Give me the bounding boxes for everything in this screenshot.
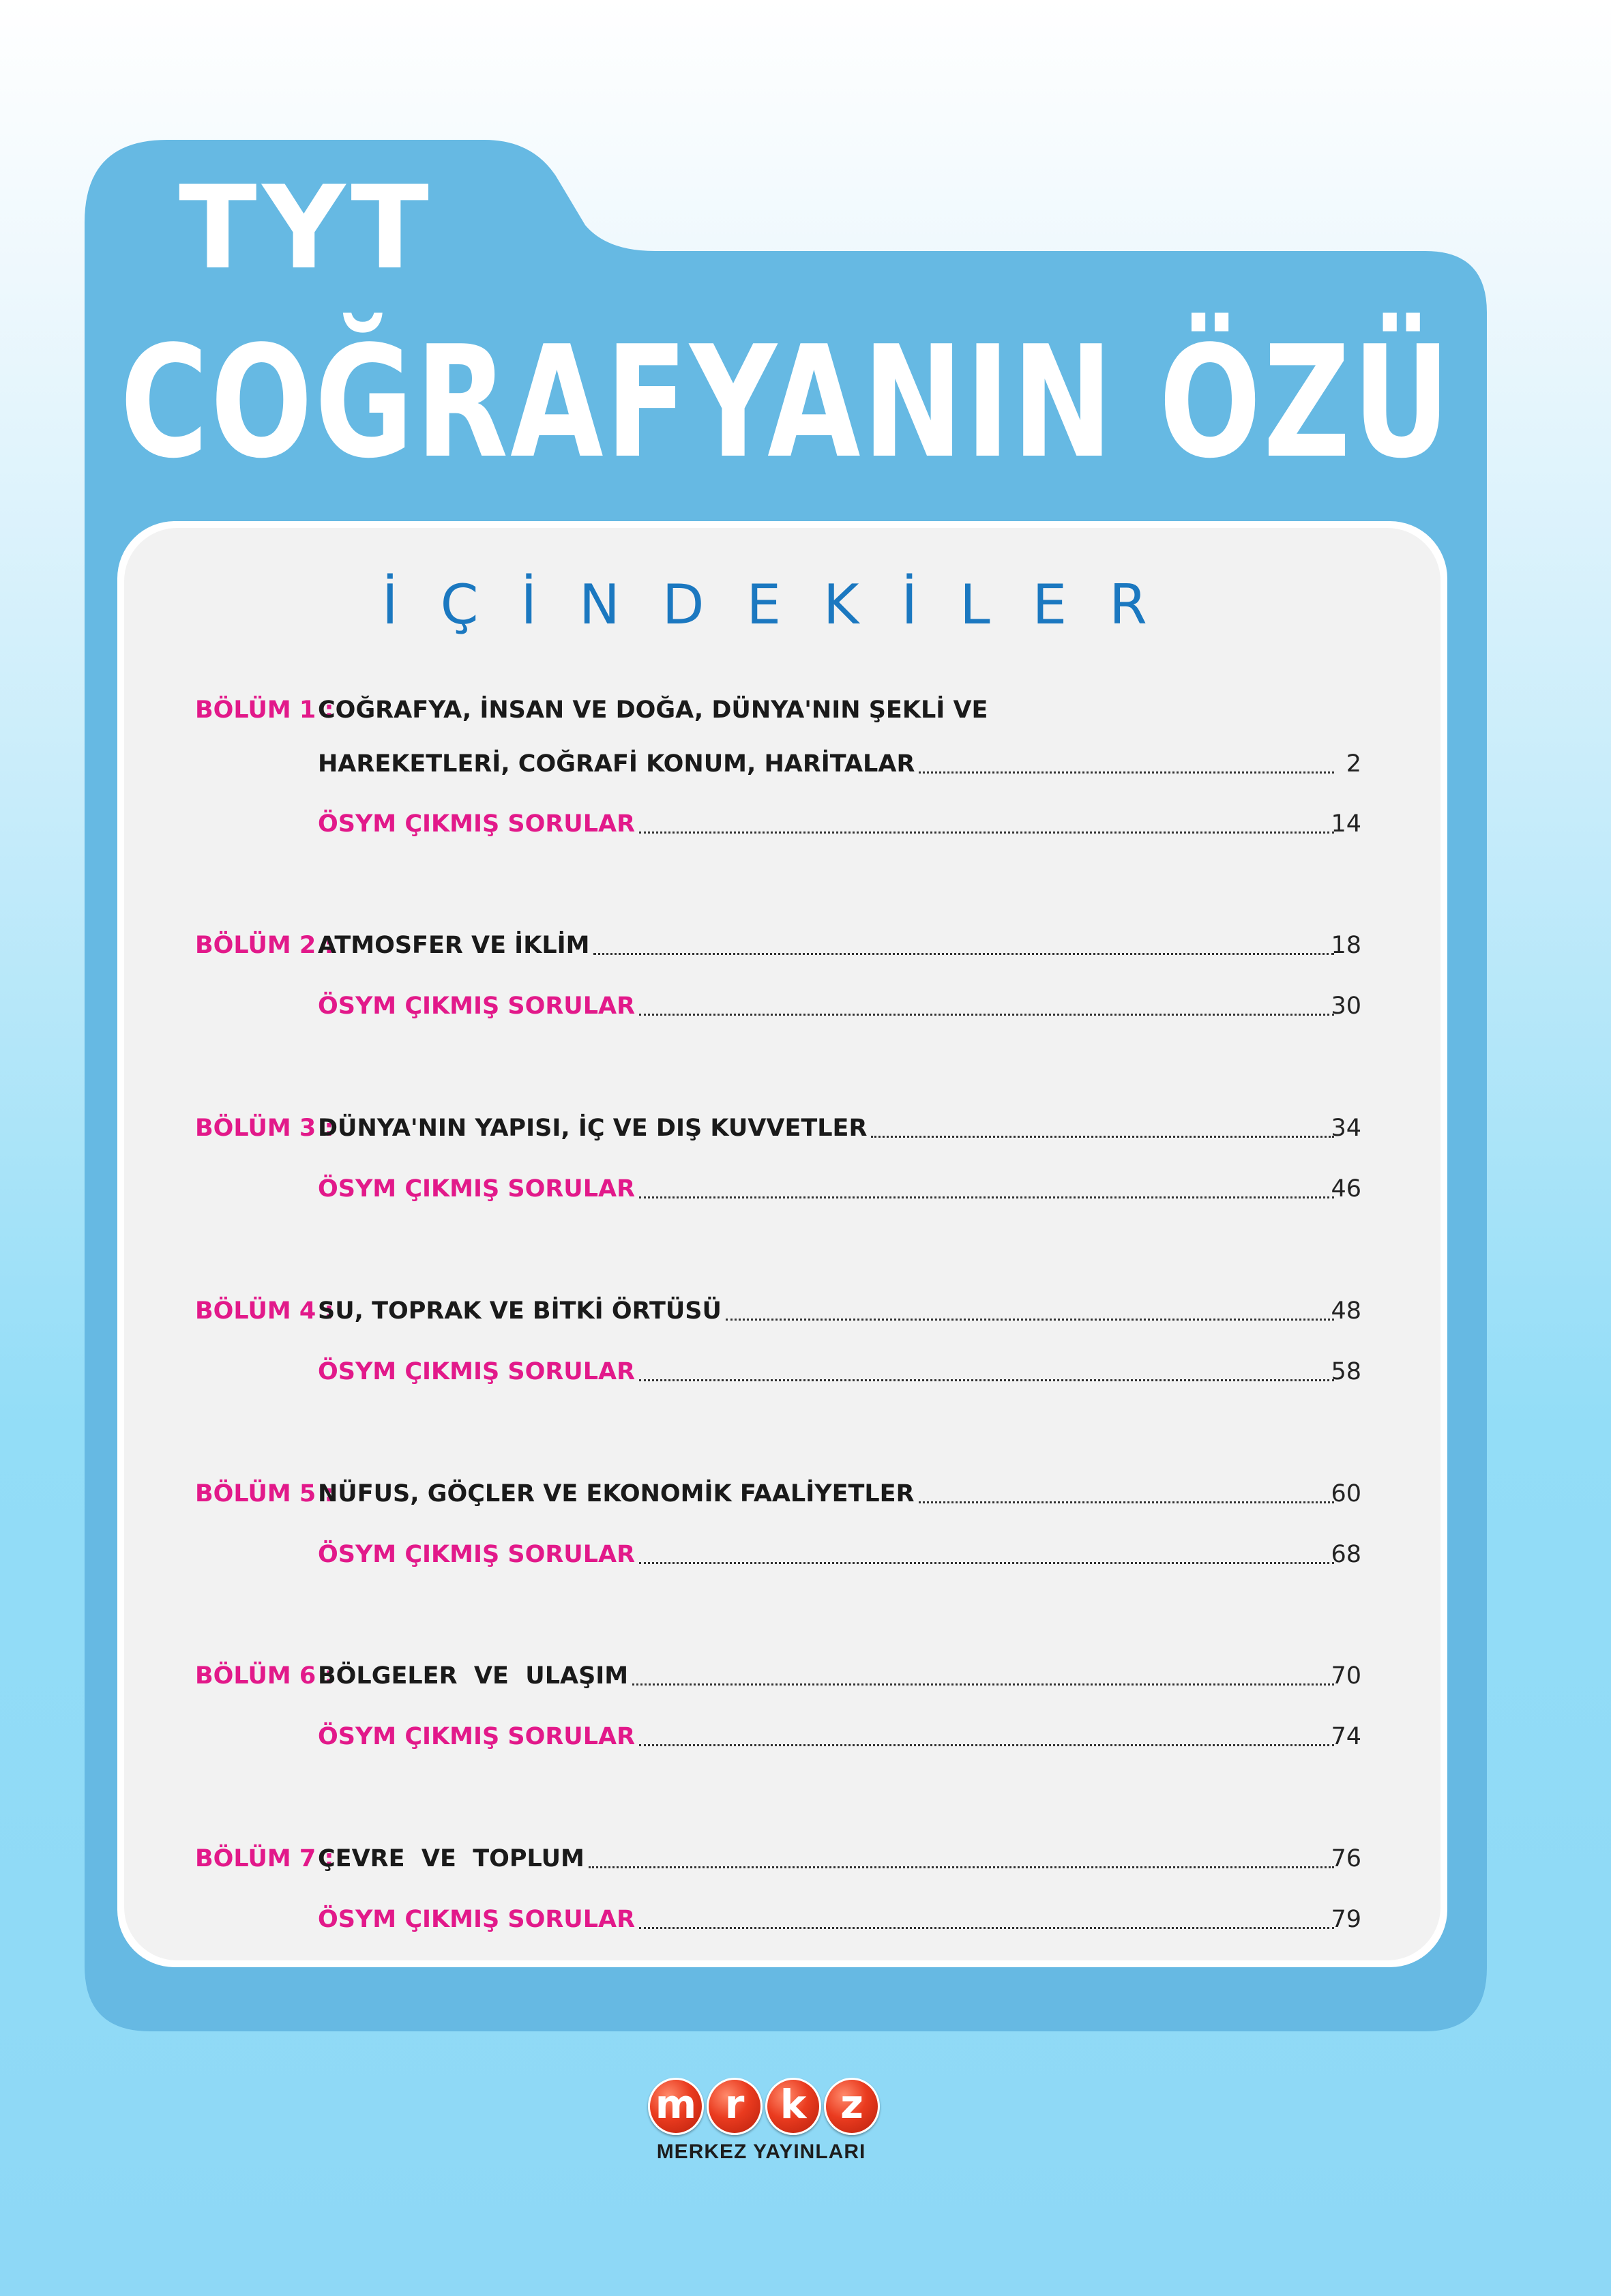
logo-letter-z: z bbox=[824, 2078, 880, 2135]
leader-dots bbox=[919, 752, 1334, 774]
leader-dots bbox=[639, 1360, 1334, 1381]
publisher-name: MERKEZ YAYINLARI bbox=[656, 2140, 866, 2163]
section-title-line1: COĞRAFYA, İNSAN VE DOĞA, DÜNYA'NIN ŞEKLİ VE bbox=[318, 696, 988, 724]
leader-dots bbox=[871, 1117, 1334, 1138]
toc-entry-5[interactable] bbox=[195, 1473, 1361, 1514]
toc-heading: İÇİNDEKİLER bbox=[382, 573, 1189, 636]
toc-entry-7[interactable] bbox=[195, 1838, 1361, 1879]
section-title: NÜFUS, GÖÇLER VE EKONOMİK FAALİYETLER bbox=[318, 1480, 915, 1507]
toc-exam-6[interactable] bbox=[195, 1716, 1361, 1757]
page-number: 60 bbox=[1331, 1480, 1361, 1507]
page-number: 79 bbox=[1331, 1906, 1361, 1933]
leader-dots bbox=[726, 1299, 1334, 1321]
toc-entry-4[interactable] bbox=[195, 1291, 1361, 1331]
logo-letter-k: k bbox=[765, 2078, 821, 2135]
exam-questions-label: ÖSYM ÇIKMIŞ SORULAR bbox=[318, 992, 636, 1020]
page-number: 76 bbox=[1331, 1845, 1361, 1872]
leader-dots bbox=[919, 1482, 1334, 1503]
logo-letter-r: r bbox=[707, 2078, 763, 2135]
section-label: BÖLÜM 4 : bbox=[195, 1297, 334, 1325]
section-title: BÖLGELER VE ULAŞIM bbox=[318, 1662, 629, 1690]
book-title: COĞRAFYANIN ÖZÜ bbox=[120, 313, 1453, 492]
toc-exam-4[interactable] bbox=[195, 1351, 1361, 1392]
leader-dots bbox=[639, 995, 1334, 1016]
toc-exam-3[interactable] bbox=[195, 1168, 1361, 1209]
leader-dots bbox=[593, 934, 1334, 955]
page-number: 68 bbox=[1331, 1541, 1361, 1568]
section-label: BÖLÜM 3 : bbox=[195, 1115, 334, 1142]
toc-exam-7[interactable] bbox=[195, 1899, 1361, 1940]
toc-entry-1[interactable] bbox=[195, 690, 1361, 731]
section-label: BÖLÜM 1 : bbox=[195, 696, 334, 724]
toc-exam-5[interactable] bbox=[195, 1534, 1361, 1575]
toc-exam-1[interactable] bbox=[195, 804, 1361, 844]
leader-dots bbox=[589, 1847, 1334, 1868]
page-number: 2 bbox=[1346, 750, 1361, 778]
page-number: 30 bbox=[1331, 992, 1361, 1020]
page-number: 74 bbox=[1331, 1723, 1361, 1750]
leader-dots bbox=[639, 1177, 1334, 1198]
leader-dots bbox=[639, 812, 1334, 834]
exam-questions-label: ÖSYM ÇIKMIŞ SORULAR bbox=[318, 1906, 636, 1933]
page-number: 34 bbox=[1331, 1115, 1361, 1142]
page-number: 58 bbox=[1331, 1358, 1361, 1385]
publisher-logo bbox=[648, 2078, 880, 2166]
section-title: ATMOSFER VE İKLİM bbox=[318, 932, 590, 959]
section-label: BÖLÜM 6 : bbox=[195, 1662, 334, 1690]
section-label: BÖLÜM 5 : bbox=[195, 1480, 334, 1507]
section-label: BÖLÜM 7 : bbox=[195, 1845, 334, 1872]
section-label: BÖLÜM 2 : bbox=[195, 932, 334, 959]
leader-dots bbox=[639, 1543, 1334, 1564]
exam-questions-label: ÖSYM ÇIKMIŞ SORULAR bbox=[318, 1541, 636, 1568]
exam-questions-label: ÖSYM ÇIKMIŞ SORULAR bbox=[318, 1358, 636, 1385]
toc-entry-2[interactable] bbox=[195, 925, 1361, 966]
logo-letter-m: m bbox=[648, 2078, 704, 2135]
exam-questions-label: ÖSYM ÇIKMIŞ SORULAR bbox=[318, 1175, 636, 1203]
leader-dots bbox=[639, 1725, 1334, 1746]
section-title-line2: HAREKETLERİ, COĞRAFİ KONUM, HARİTALAR bbox=[318, 750, 915, 778]
toc-entry-1-cont[interactable] bbox=[195, 744, 1361, 784]
leader-dots bbox=[632, 1664, 1334, 1686]
section-title: DÜNYA'NIN YAPISI, İÇ VE DIŞ KUVVETLER bbox=[318, 1115, 868, 1142]
exam-questions-label: ÖSYM ÇIKMIŞ SORULAR bbox=[318, 1723, 636, 1750]
exam-questions-label: ÖSYM ÇIKMIŞ SORULAR bbox=[318, 810, 636, 838]
page-number: 18 bbox=[1331, 932, 1361, 959]
section-title: ÇEVRE VE TOPLUM bbox=[318, 1845, 585, 1872]
page-number: 46 bbox=[1331, 1175, 1361, 1203]
leader-dots bbox=[639, 1908, 1334, 1929]
toc-entry-6[interactable] bbox=[195, 1655, 1361, 1696]
toc-exam-2[interactable] bbox=[195, 986, 1361, 1027]
page-number: 48 bbox=[1331, 1297, 1361, 1325]
series-title: TYT bbox=[179, 161, 434, 295]
page-number: 14 bbox=[1331, 810, 1361, 838]
page-number: 70 bbox=[1331, 1662, 1361, 1690]
toc-entry-3[interactable] bbox=[195, 1108, 1361, 1149]
section-title: SU, TOPRAK VE BİTKİ ÖRTÜSÜ bbox=[318, 1297, 722, 1325]
